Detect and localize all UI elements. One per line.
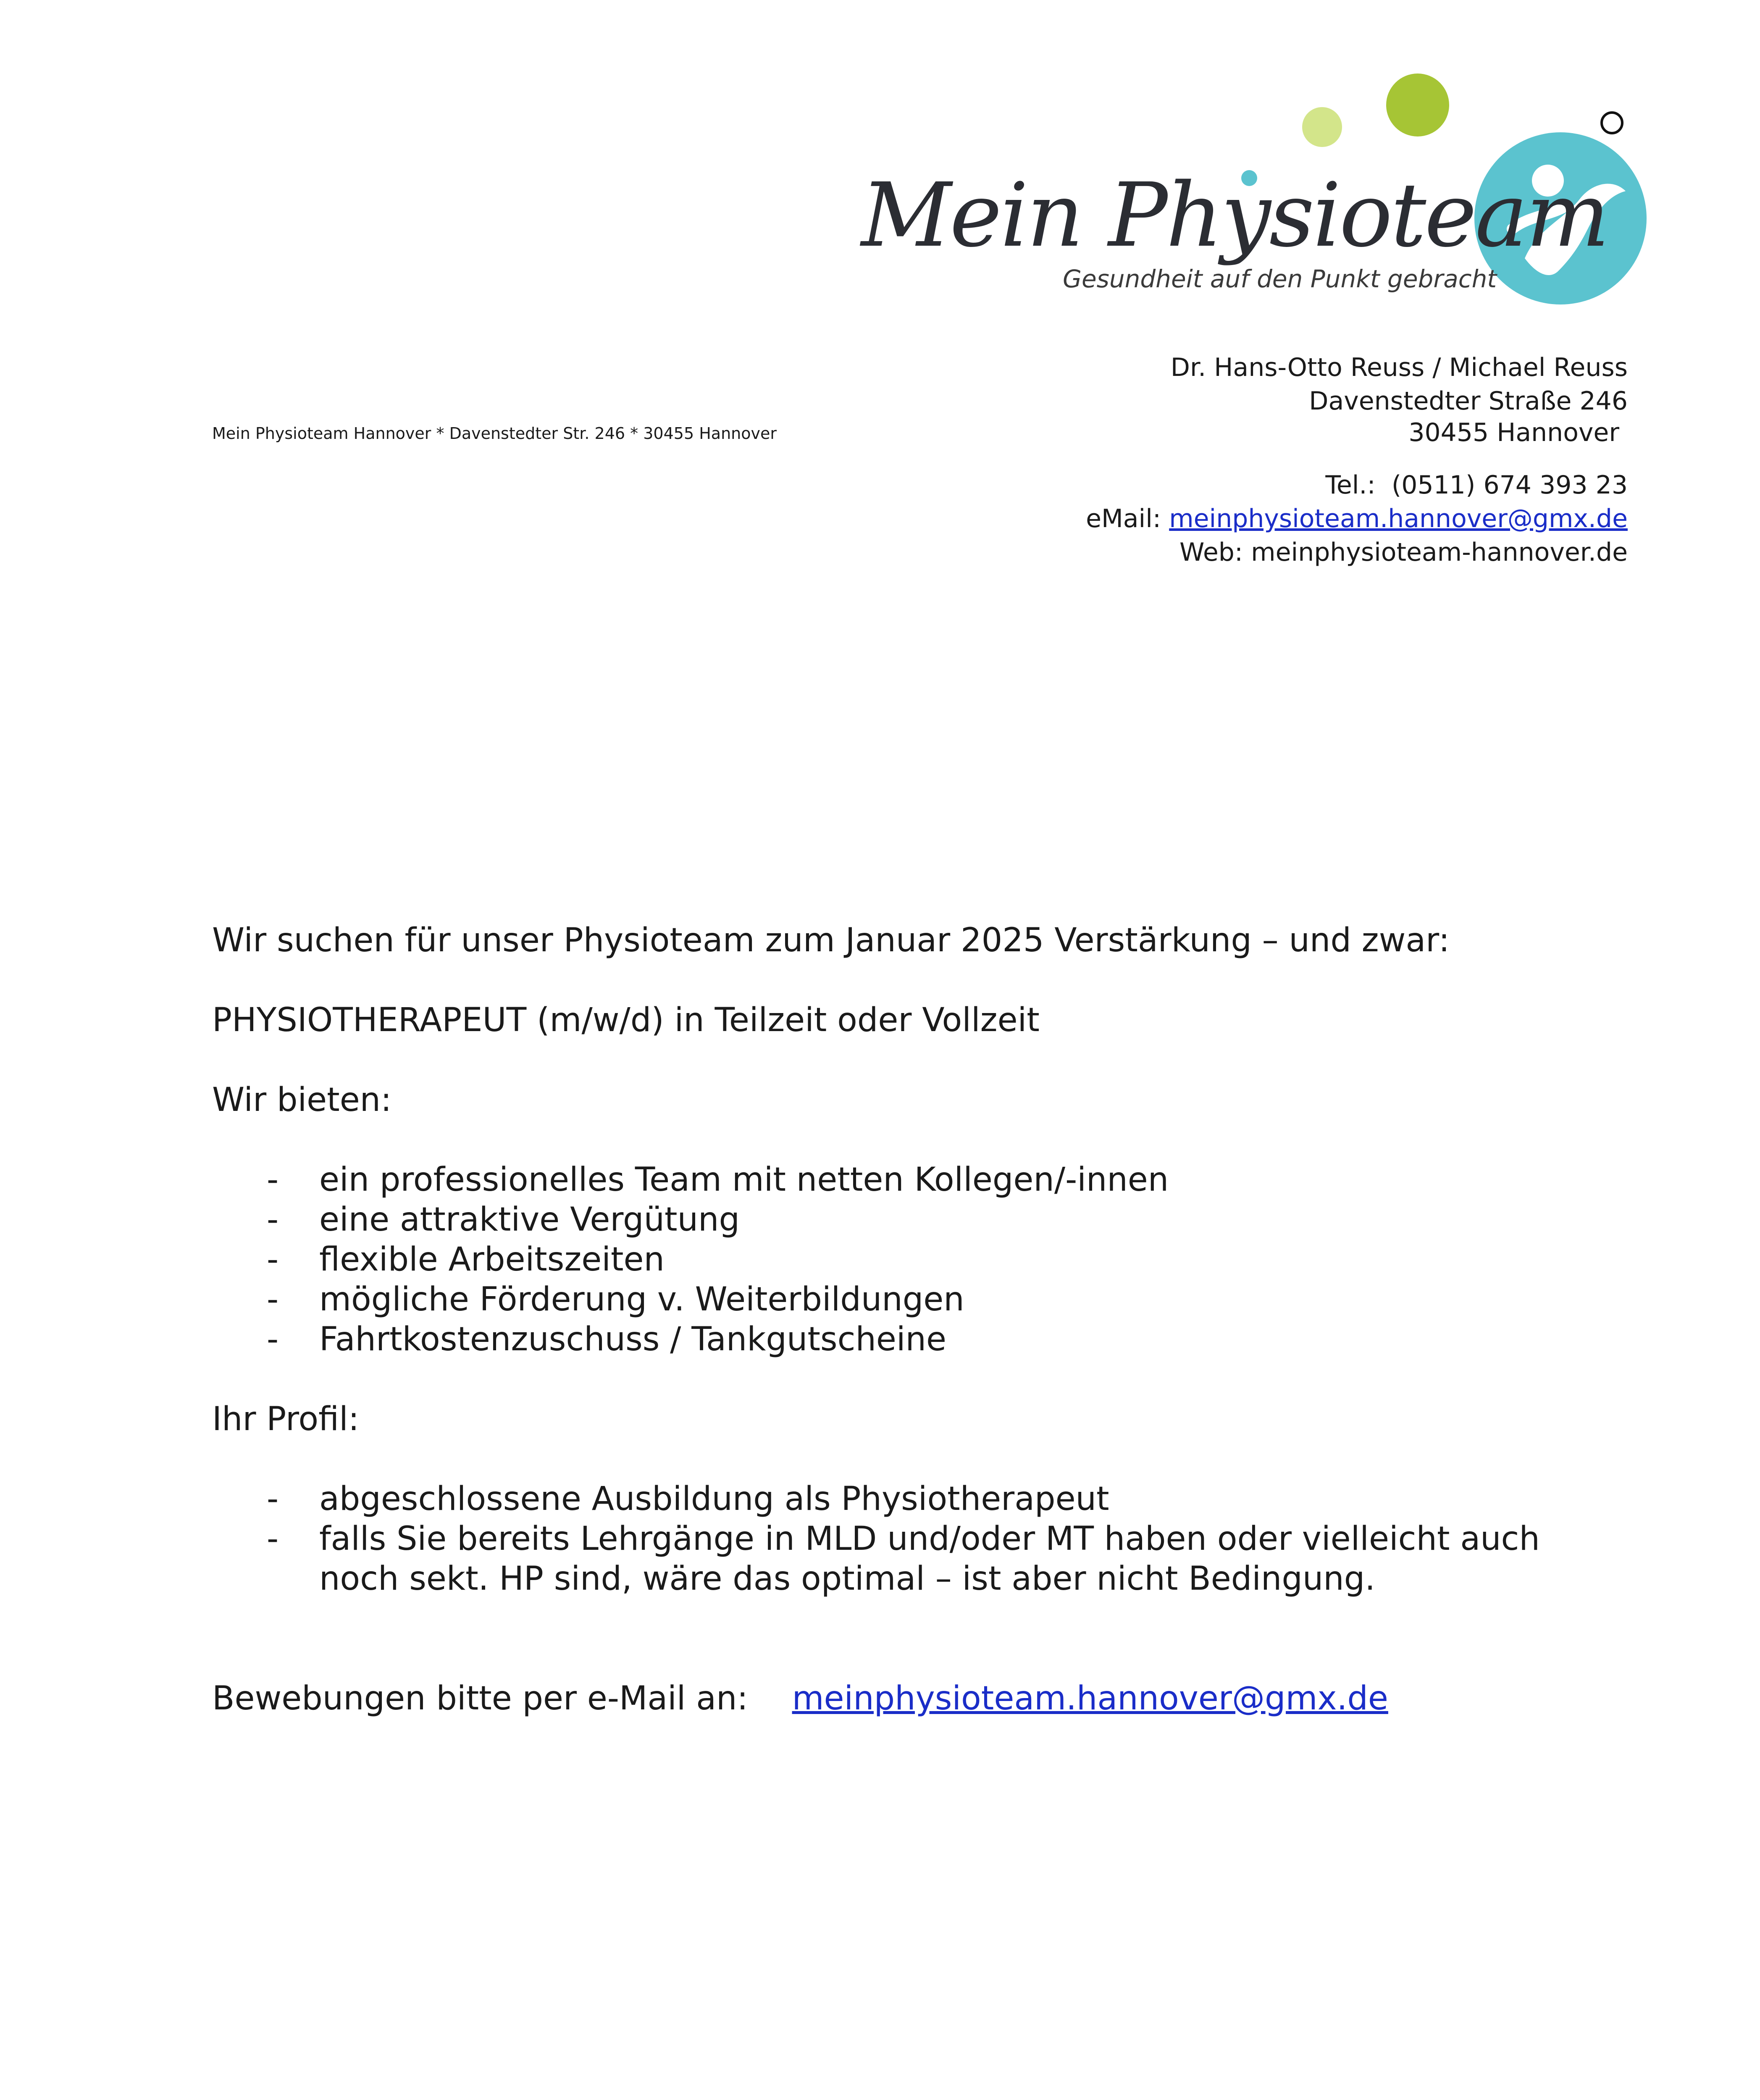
apply-line — [212, 1682, 1388, 1715]
profile-text: abgeschlossene Ausbildung als Physiotherapeut — [319, 1480, 1109, 1518]
company-logo — [844, 59, 1663, 328]
apply-email-link[interactable]: meinphysioteam.hannover@gmx.de — [792, 1680, 1388, 1717]
position-title: PHYSIOTHERAPEUT (m/w/d) in Teilzeit oder Vollzeit — [212, 1001, 1040, 1039]
offer-text: Fahrtkostenzuschuss / Tankgutscheine — [319, 1320, 946, 1358]
email-label: eMail: — [1086, 504, 1161, 533]
bullet-dash: - — [267, 1320, 279, 1358]
apply-label: Bewebungen bitte per e-Mail an: — [212, 1680, 748, 1717]
address-web — [1179, 540, 1628, 565]
bullet-dash: - — [267, 1480, 279, 1518]
bullet-dash: - — [267, 1201, 279, 1239]
address-street: Davenstedter Straße 246 — [1309, 386, 1628, 416]
sender-line: Mein Physioteam Hannover * Davenstedter Str. 246 * 30455 Hannover — [212, 424, 777, 443]
offer-heading: Wir bieten: — [212, 1081, 392, 1119]
intro-text: Wir suchen für unser Physioteam zum Januar 2025 Verstärkung – und zwar: — [212, 921, 1450, 959]
logo-bubble-lime — [1386, 74, 1449, 136]
phone-label: Tel.: — [1325, 470, 1376, 500]
profile-heading: Ihr Profil: — [212, 1400, 360, 1438]
phone-number: (0511) 674 393 23 — [1391, 470, 1628, 500]
offer-text: eine attraktive Vergütung — [319, 1201, 740, 1239]
address-city: 30455 Hannover — [1408, 418, 1619, 447]
logo-tagline: Gesundheit auf den Punkt gebracht — [1063, 265, 1497, 293]
web-address: meinphysioteam-hannover.de — [1251, 538, 1628, 567]
logo-bubble-light — [1302, 107, 1342, 147]
bullet-dash: - — [267, 1161, 279, 1199]
offer-text: mögliche Förderung v. Weiterbildungen — [319, 1281, 964, 1318]
address-owners: Dr. Hans-Otto Reuss / Michael Reuss — [1170, 353, 1628, 382]
bullet-dash: - — [267, 1520, 279, 1558]
logo-title: Mein Physioteam — [861, 164, 1608, 267]
bullet-dash: - — [267, 1241, 279, 1278]
web-label: Web: — [1179, 538, 1243, 567]
email-link[interactable]: meinphysioteam.hannover@gmx.de — [1169, 504, 1628, 533]
profile-text: falls Sie bereits Lehrgänge in MLD und/oder MT haben oder vielleicht auch — [319, 1520, 1540, 1558]
offer-text: ein professionelles Team mit netten Kollegen/-innen — [319, 1161, 1169, 1199]
offer-text: flexible Arbeitszeiten — [319, 1241, 665, 1278]
address-email — [1086, 506, 1628, 531]
bullet-dash: - — [267, 1281, 279, 1318]
address-phone — [1325, 472, 1628, 498]
logo-bubble-outline — [1600, 111, 1623, 134]
profile-text: noch sekt. HP sind, wäre das optimal – ist aber nicht Bedingung. — [319, 1560, 1376, 1598]
